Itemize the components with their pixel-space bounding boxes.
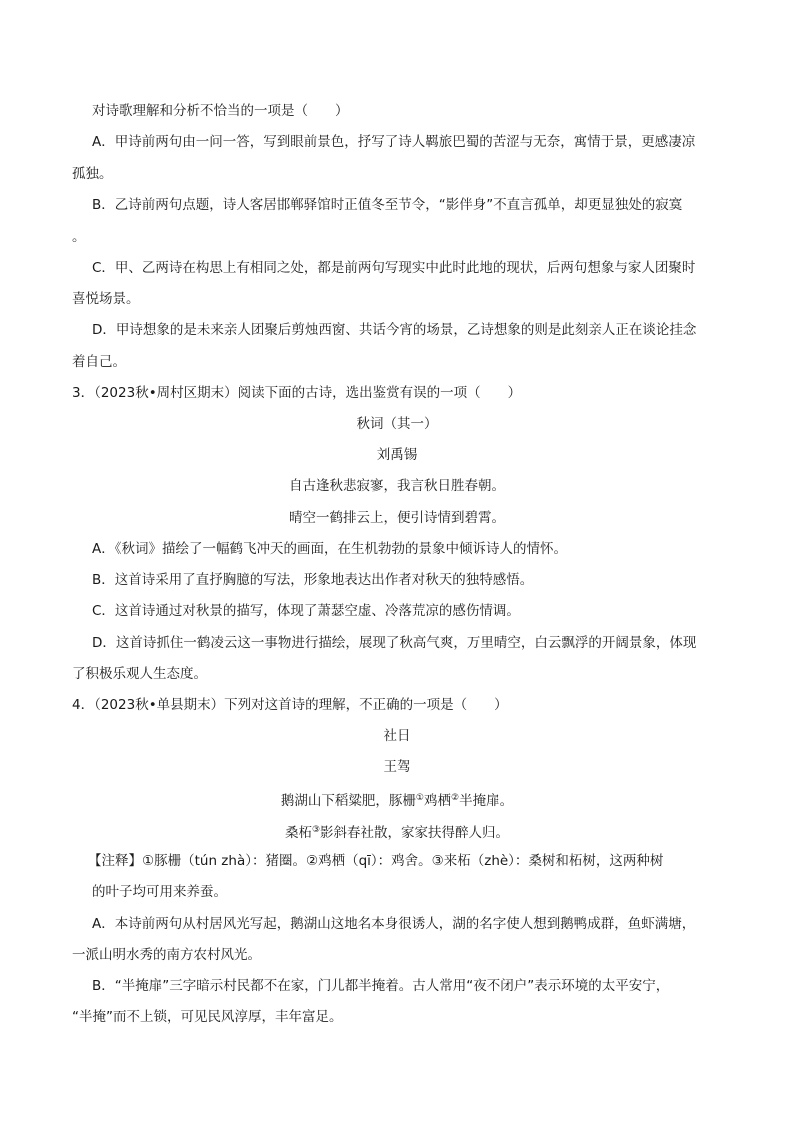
q4-poem-line-1 — [0, 788, 794, 811]
q4-poem-line-1-text-a: 鹅湖山下稻粱肥，豚栅 — [280, 793, 416, 809]
q4-note: 【注释】①豚栅（tún zhà）：猪圈。②鸡栖（qī）：鸡舍。③来柘（zhè）：桑树和柘树，这两种树 — [88, 853, 664, 869]
q3-poem-title: 秋词（其一） — [356, 416, 438, 432]
q3-poem-line-2: 晴空一鹤排云上，便引诗情到碧霄。 — [289, 510, 505, 526]
q3-option-d-cont: 了积极乐观人生态度。 — [72, 666, 207, 682]
q3-option-c: C．这首诗通过对秋景的描写，体现了萧瑟空虚、冷落荒凉的感伤情调。 — [92, 603, 520, 619]
q2-option-c-cont: 喜悦场景。 — [72, 291, 140, 307]
q2-option-b: B．乙诗前两句点题，诗人客居邯郸驿馆时正值冬至节令，“影伴身”不直言孤单，却更显独处的寂寞 — [92, 197, 683, 213]
q2-option-a: A．甲诗前两句由一问一答，写到眼前景色，抒写了诗人羁旅巴蜀的苦涩与无奈，寓情于景，更感凄凉 — [92, 134, 696, 150]
q2-stem: 对诗歌理解和分析不恰当的一项是（ ） — [92, 103, 349, 119]
q3-poem-author: 刘禹锡 — [376, 447, 418, 463]
q3-stem: 3．（2023秋•周村区期末）阅读下面的古诗，选出鉴赏有误的一项（ ） — [72, 385, 522, 401]
q4-poem-line-2-text-b: 影斜春社散，家家扶得醉人归。 — [320, 825, 510, 841]
q4-option-b-cont: “半掩”而不上锁，可见民风淳厚，丰年富足。 — [72, 1009, 343, 1025]
q3-poem-line-1: 自古逢秋悲寂寥，我言秋日胜春朝。 — [289, 478, 505, 494]
footnote-marker-2: ② — [451, 793, 460, 803]
q2-option-a-cont: 孤独。 — [72, 166, 113, 182]
q4-option-a-cont: 一派山明水秀的南方农村风光。 — [72, 947, 261, 963]
q4-option-a: A．本诗前两句从村居风光写起，鹅湖山这地名本身很诱人，湖的名字使人想到鹅鸭成群，鱼虾满塘， — [92, 916, 696, 932]
q4-poem-title: 社日 — [383, 728, 411, 744]
q4-stem: 4．（2023秋•单县期末）下列对这首诗的理解，不正确的一项是（ ） — [72, 697, 508, 713]
footnote-marker-1: ① — [415, 793, 424, 803]
q4-poem-author: 王驾 — [383, 759, 411, 775]
q4-poem-line-1-text-b: 鸡栖 — [424, 793, 451, 809]
q3-option-a: A．《秋词》描绘了一幅鹤飞冲天的画面，在生机勃勃的景象中倾诉诗人的情怀。 — [92, 541, 567, 557]
q2-option-d-cont: 着自己。 — [72, 354, 126, 370]
q2-option-b-cont: 。 — [72, 229, 86, 245]
q4-poem-line-1-text-c: 半掩扉。 — [459, 793, 514, 809]
q4-poem-line-2-text-a: 桑柘 — [284, 825, 312, 841]
footnote-marker-3: ③ — [311, 825, 321, 835]
q2-option-c: C．甲、乙两诗在构思上有相同之处，都是前两句写现实中此时此地的现状，后两句想象与家人团聚时 — [92, 260, 696, 276]
q2-option-d: D．甲诗想象的是未来亲人团聚后剪烛西窗、共话今宵的场景，乙诗想象的则是此刻亲人正在谈论挂念 — [92, 322, 697, 338]
q4-poem-line-2 — [0, 820, 794, 843]
q4-note-cont: 的叶子均可用来养蚕。 — [92, 884, 227, 900]
q4-option-b: B．“半掩扉”三字暗示村民都不在家，门儿都半掩着。古人常用“夜不闭户”表示环境的太平安宁， — [92, 978, 670, 994]
q3-option-d: D．这首诗抓住一鹤凌云这一事物进行描绘，展现了秋高气爽，万里晴空，白云飘浮的开阔景象，体现 — [92, 635, 697, 651]
q3-option-b: B．这首诗采用了直抒胸臆的写法，形象地表达出作者对秋天的独特感悟。 — [92, 572, 534, 588]
